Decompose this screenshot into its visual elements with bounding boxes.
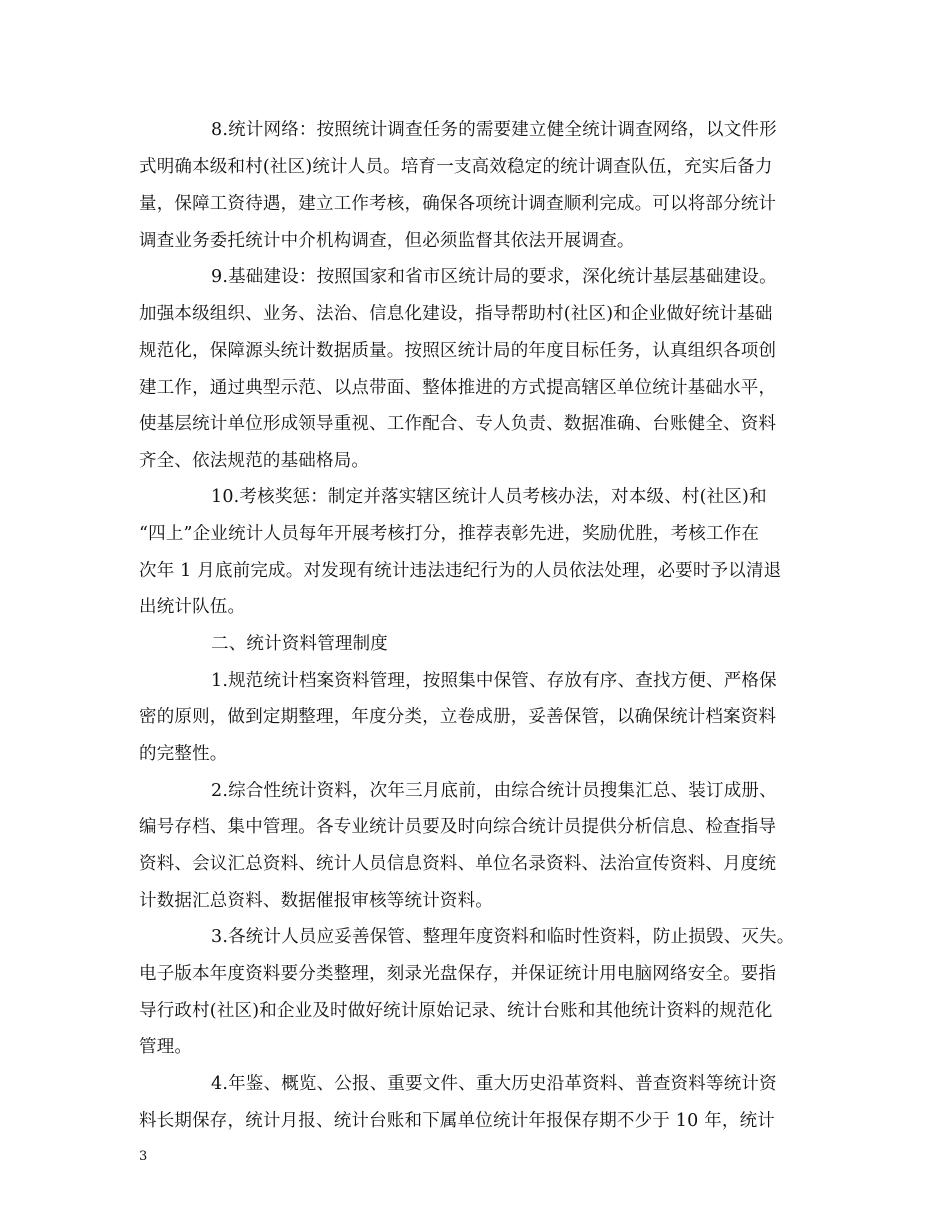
text-line: 使基层统计单位形成领导重视、工作配合、专人负责、数据准确、台账健全、资料 [139,414,777,434]
text-line: 电子版本年度资料要分类整理，刻录光盘保存，并保证统计用电脑网络安全。要指 [139,964,777,984]
text-line: 齐全、依法规范的基础格局。 [139,451,370,471]
text-line: 建工作，通过典型示范、以点带面、整体推进的方式提高辖区单位统计基础水平， [139,378,777,398]
text-line: 3.各统计人员应妥善保管、整理年度资料和临时性资料，防止损毁、灭失。 [211,927,795,947]
text-line: 9.基础建设：按照国家和省市区统计局的要求，深化统计基层基础建设。 [211,267,777,287]
text-line: 加强本级组织、业务、法治、信息化建设，指导帮助村(社区)和企业做好统计基础 [139,304,773,324]
text-line: 1.规范统计档案资料管理，按照集中保管、存放有序、查找方便、严格保 [211,671,777,691]
text-line: 量，保障工资待遇，建立工作考核，确保各项统计调查顺利完成。可以将部分统计 [139,194,777,214]
text-line: 资料、会议汇总资料、统计人员信息资料、单位名录资料、法治宣传资料、月度统 [139,854,777,874]
text-line: 式明确本级和村(社区)统计人员。培育一支高效稳定的统计调查队伍，充实后备力 [139,157,773,177]
section-heading: 二、统计资料管理制度 [211,634,388,654]
text-line: 调查业务委托统计中介机构调查，但必须监督其依法开展调查。 [139,231,635,251]
page-number: 3 [139,1149,148,1164]
text-line: 密的原则，做到定期整理，年度分类，立卷成册，妥善保管，以确保统计档案资料 [139,707,777,727]
text-line: 出统计队伍。 [139,597,246,617]
text-line: 4.年鉴、概览、公报、重要文件、重大历史沿革资料、普查资料等统计资 [211,1074,777,1094]
text-line: 8.统计网络：按照统计调查任务的需要建立健全统计调查网络，以文件形 [211,120,777,140]
text-line: 料长期保存，统计月报、统计台账和下属单位统计年报保存期不少于 10 年，统计 [139,1111,775,1131]
text-line: 计数据汇总资料、数据催报审核等统计资料。 [139,891,493,911]
text-line: 的完整性。 [139,744,228,764]
text-line: 管理。 [139,1037,193,1057]
text-line: 编号存档、集中管理。各专业统计员要及时向综合统计员提供分析信息、检查指导 [139,817,777,837]
text-line: “四上”企业统计人员每年开展考核打分，推荐表彰先进，奖励优胜，考核工作在 [139,524,760,544]
text-line: 规范化，保障源头统计数据质量。按照区统计局的年度目标任务，认真组织各项创 [139,341,777,361]
text-line: 10.考核奖惩：制定并落实辖区统计人员考核办法，对本级、村(社区)和 [211,487,767,507]
text-line: 次年 1 月底前完成。对发现有统计违法违纪行为的人员依法处理，必要时予以清退 [139,561,782,581]
text-line: 2.综合性统计资料，次年三月底前，由综合统计员搜集汇总、装订成册、 [211,781,777,801]
text-line: 导行政村(社区)和企业及时做好统计原始记录、统计台账和其他统计资料的规范化 [139,1001,773,1021]
